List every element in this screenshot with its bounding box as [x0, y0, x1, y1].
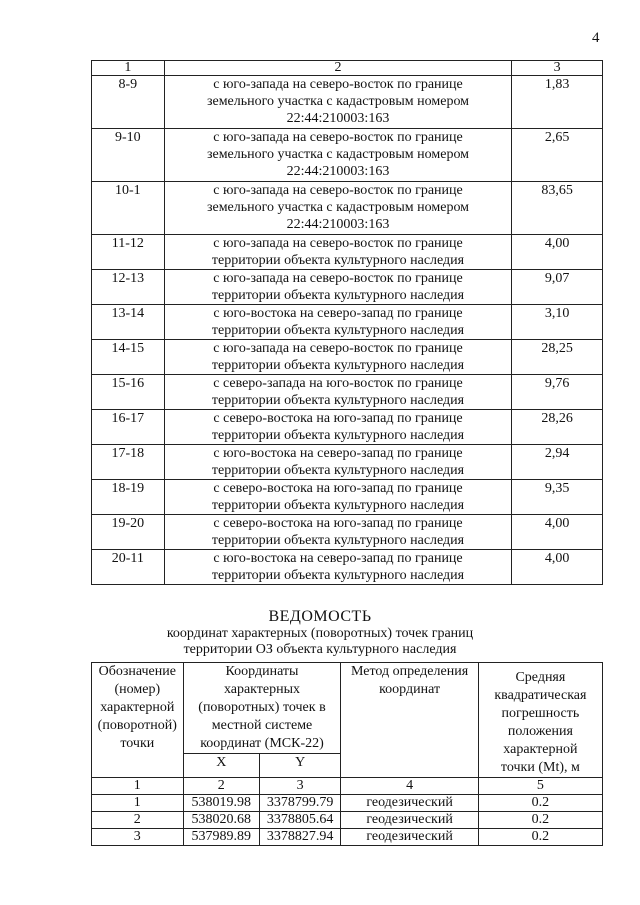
- description-line: с северо-востока на юго-запад по границе: [213, 516, 463, 531]
- table-header-row: [92, 61, 603, 76]
- y-coordinate-cell: 3378805.64: [259, 812, 340, 829]
- statement-subtitle-2: территории ОЗ объекта культурного наследия: [183, 642, 457, 657]
- length-cell: 3,10: [512, 305, 603, 340]
- header-point-line: характерной: [100, 700, 175, 715]
- method-cell: геодезический: [341, 829, 478, 846]
- segment-cell: 14-15: [92, 340, 165, 375]
- description-line: территории объекта культурного наследия: [211, 288, 465, 303]
- description-line: с юго-востока на северо-запад по границе: [213, 306, 463, 321]
- description-line: территории объекта культурного наследия: [211, 253, 465, 268]
- error-cell: 0.2: [478, 795, 602, 812]
- segment-cell: 15-16: [92, 375, 165, 410]
- table-row: [92, 795, 603, 812]
- segment-cell: 19-20: [92, 515, 165, 550]
- header-method-line: Метод определения: [351, 664, 469, 679]
- header-coords-line: координат (МСК-22): [200, 736, 324, 751]
- header-error-line: точки (Mt), м: [500, 760, 580, 775]
- header-method: [341, 663, 478, 778]
- coord-numbers-row: [92, 778, 603, 795]
- y-coordinate-cell: 3378799.79: [259, 795, 340, 812]
- description-line: территории объекта культурного наследия: [211, 463, 465, 478]
- header-col-2: 2: [164, 61, 512, 76]
- table-row: [92, 270, 603, 305]
- header-point-line: Обозначение: [98, 664, 176, 679]
- description-line: с юго-запада на северо-восток по границе: [213, 236, 463, 251]
- page-number: 4: [592, 30, 600, 46]
- table-row: [92, 340, 603, 375]
- header-col-3: 3: [512, 61, 603, 76]
- header-x: X: [183, 754, 259, 778]
- description-line: с северо-востока на юго-запад по границе: [213, 481, 463, 496]
- statement-title: ВЕДОМОСТЬ: [268, 608, 372, 625]
- header-point-designation: [92, 663, 184, 778]
- length-cell: 4,00: [512, 550, 603, 585]
- description-cell: [164, 480, 512, 515]
- table-row: [92, 445, 603, 480]
- table-row: [92, 305, 603, 340]
- description-line: с юго-запада на северо-восток по границе: [213, 341, 463, 356]
- description-line: с северо-востока на юго-запад по границе: [213, 411, 463, 426]
- error-cell: 0.2: [478, 812, 602, 829]
- table-row: [92, 129, 603, 182]
- header-coords-line: характерных: [223, 682, 301, 697]
- description-line: территории объекта культурного наследия: [211, 498, 465, 513]
- segment-cell: 12-13: [92, 270, 165, 305]
- description-line: с юго-востока на северо-запад по границе: [213, 446, 463, 461]
- description-cell: [164, 445, 512, 480]
- col-number-2: 2: [183, 778, 259, 795]
- point-number-cell: 1: [92, 795, 184, 812]
- length-cell: 2,65: [512, 129, 603, 182]
- length-cell: 4,00: [512, 235, 603, 270]
- description-line: с юго-запада на северо-восток по границе: [213, 271, 463, 286]
- y-coordinate-cell: 3378827.94: [259, 829, 340, 846]
- description-cell: [164, 410, 512, 445]
- description-cell: [164, 129, 512, 182]
- segment-cell: 17-18: [92, 445, 165, 480]
- description-cell: [164, 76, 512, 129]
- error-cell: 0.2: [478, 829, 602, 846]
- description-line: с юго-запада на северо-восток по границе: [213, 77, 463, 92]
- header-col-1: 1: [92, 61, 165, 76]
- length-cell: 28,26: [512, 410, 603, 445]
- point-number-cell: 3: [92, 829, 184, 846]
- description-line: с юго-запада на северо-восток по границе: [213, 183, 463, 198]
- col-number-3: 3: [259, 778, 340, 795]
- segment-cell: 20-11: [92, 550, 165, 585]
- length-cell: 9,76: [512, 375, 603, 410]
- description-cell: [164, 305, 512, 340]
- x-coordinate-cell: 538020.68: [183, 812, 259, 829]
- col-number-5: 5: [478, 778, 602, 795]
- description-cell: [164, 182, 512, 235]
- segment-cell: 18-19: [92, 480, 165, 515]
- coord-header-row: [92, 663, 603, 754]
- description-cell: [164, 515, 512, 550]
- header-coords-line: Координаты: [225, 664, 299, 679]
- table-row: [92, 480, 603, 515]
- length-cell: 2,94: [512, 445, 603, 480]
- point-number-cell: 2: [92, 812, 184, 829]
- table-row: [92, 182, 603, 235]
- table-row: [92, 812, 603, 829]
- length-cell: 9,07: [512, 270, 603, 305]
- description-line: 22:44:210003:163: [286, 111, 390, 126]
- segment-cell: 11-12: [92, 235, 165, 270]
- description-line: с северо-запада на юго-восток по границе: [213, 376, 463, 391]
- header-error-line: характерной: [503, 742, 578, 757]
- segments-table: [91, 60, 603, 585]
- header-coords-line: (поворотных) точек в: [198, 700, 326, 715]
- header-coords-line: местной системе: [211, 718, 313, 733]
- description-line: с юго-востока на северо-запад по границе: [213, 551, 463, 566]
- description-line: территории объекта культурного наследия: [211, 428, 465, 443]
- length-cell: 9,35: [512, 480, 603, 515]
- header-method-line: координат: [379, 682, 441, 697]
- header-y: Y: [259, 754, 340, 778]
- col-number-4: 4: [341, 778, 478, 795]
- header-point-line: (поворотной): [97, 718, 177, 733]
- header-coordinates: [183, 663, 341, 754]
- description-line: с юго-запада на северо-восток по границе: [213, 130, 463, 145]
- description-line: территории объекта культурного наследия: [211, 393, 465, 408]
- description-cell: [164, 235, 512, 270]
- header-point-line: (номер): [114, 682, 161, 697]
- segment-cell: 10-1: [92, 182, 165, 235]
- segment-cell: 8-9: [92, 76, 165, 129]
- description-line: территории объекта культурного наследия: [211, 568, 465, 583]
- description-line: земельного участка с кадастровым номером: [206, 94, 470, 109]
- description-cell: [164, 375, 512, 410]
- header-point-line: точки: [120, 736, 155, 751]
- x-coordinate-cell: 537989.89: [183, 829, 259, 846]
- description-line: территории объекта культурного наследия: [211, 358, 465, 373]
- length-cell: 1,83: [512, 76, 603, 129]
- table-row: [92, 410, 603, 445]
- header-error-line: квадратическая: [494, 688, 587, 703]
- description-line: земельного участка с кадастровым номером: [206, 200, 470, 215]
- description-cell: [164, 270, 512, 305]
- length-cell: 83,65: [512, 182, 603, 235]
- table-row: [92, 235, 603, 270]
- length-cell: 28,25: [512, 340, 603, 375]
- length-cell: 4,00: [512, 515, 603, 550]
- method-cell: геодезический: [341, 812, 478, 829]
- table-row: [92, 515, 603, 550]
- header-error-line: положения: [507, 724, 573, 739]
- table-row: [92, 76, 603, 129]
- description-line: 22:44:210003:163: [286, 164, 390, 179]
- description-line: территории объекта культурного наследия: [211, 323, 465, 338]
- header-error-line: погрешность: [501, 706, 580, 721]
- coordinates-table: [91, 662, 603, 846]
- description-cell: [164, 550, 512, 585]
- segment-cell: 16-17: [92, 410, 165, 445]
- description-line: 22:44:210003:163: [286, 217, 390, 232]
- header-error: [478, 663, 602, 778]
- x-coordinate-cell: 538019.98: [183, 795, 259, 812]
- description-line: территории объекта культурного наследия: [211, 533, 465, 548]
- col-number-1: 1: [92, 778, 184, 795]
- description-cell: [164, 340, 512, 375]
- table-row: [92, 550, 603, 585]
- method-cell: геодезический: [341, 795, 478, 812]
- segment-cell: 13-14: [92, 305, 165, 340]
- header-error-line: Средняя: [515, 670, 566, 685]
- description-line: земельного участка с кадастровым номером: [206, 147, 470, 162]
- table-row: [92, 829, 603, 846]
- table-row: [92, 375, 603, 410]
- segment-cell: 9-10: [92, 129, 165, 182]
- statement-subtitle-1: координат характерных (поворотных) точек границ: [166, 626, 474, 641]
